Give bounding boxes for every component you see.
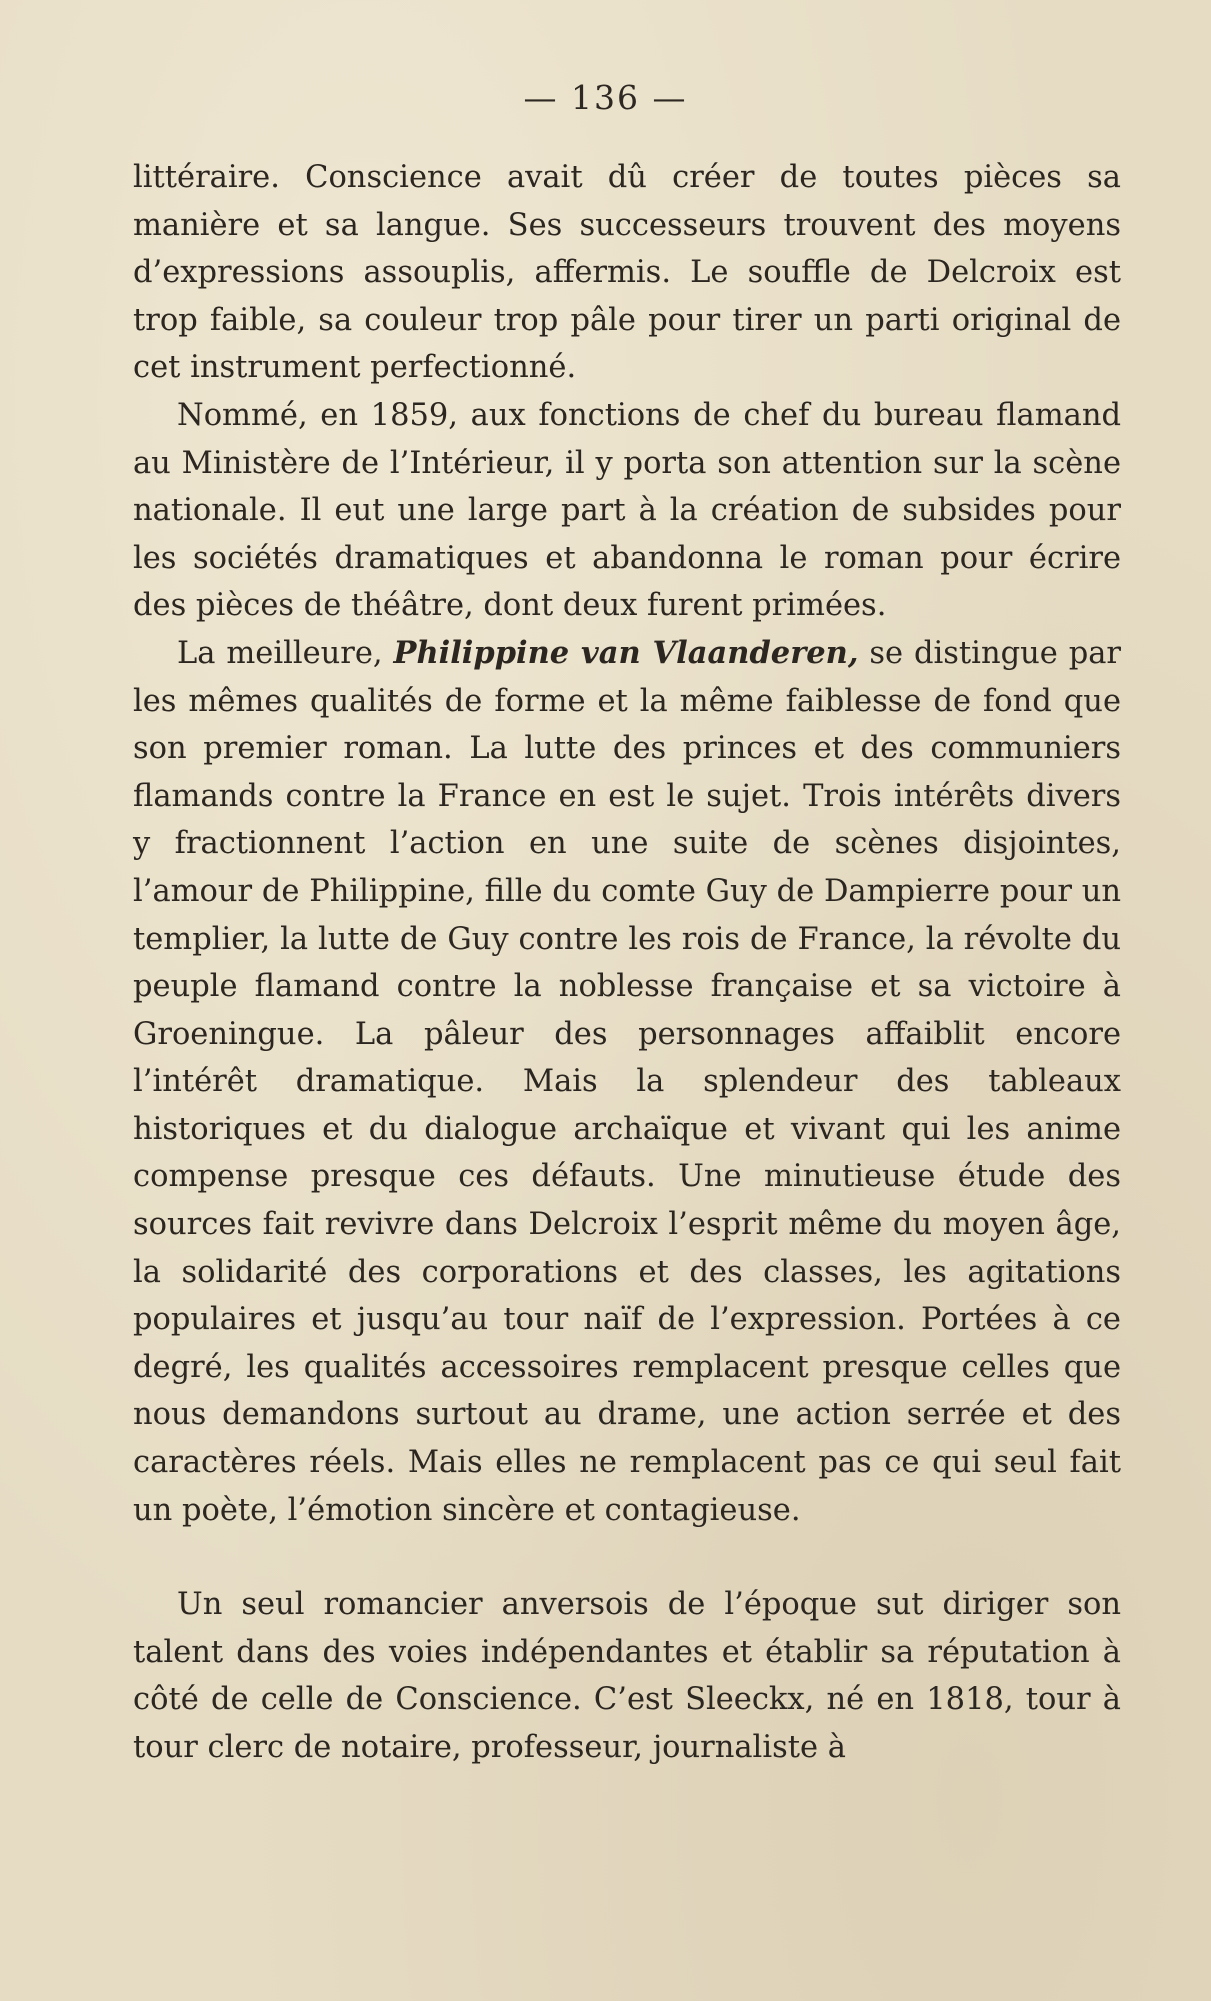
paragraph-3-body: se distingue par les mêmes qualités de forme et la même faiblesse de fond que son premier roman. La lutte des princes et des communiers flamands contre la France en est le sujet. Trois intérêts divers y fractionnent l’action en une suite de scènes disjointes, l’amour de Philippine, fille du comte Guy de Dampierre pour un templier, la lutte de Guy contre les rois de France, la révolte du peuple flamand contre la noblesse française et sa victoire à Groeningue. La pâleur des personnages affaiblit encore l’intérêt dramatique. Mais la splendeur des tableaux historiques et du dialogue archaïque et vivant qui les anime compense presque ces défauts. Une minutieuse étude des sources fait revivre dans Delcroix l’esprit même du moyen âge, la solidarité des corporations et des classes, les agitations populaires et jusqu’au tour naïf de l’expression. Portées à ce degré, les qualités accessoires remplacent presque celles que nous demandons surtout au drame, une action serrée et des caractères réels. Mais elles ne remplacent pas ce qui seul fait un poète, l’émotion sincère et contagieuse. xyxy=(133,635,1121,1528)
paragraph-3 xyxy=(133,630,1121,1534)
paragraph-2: Nommé, en 1859, aux fonctions de chef du bureau flamand au Ministère de l’Intérieur, il y porta son attention sur la scène nationale. Il eut une large part à la création de subsides pour les sociétés dramatiques et abandonna le roman pour écrire des pièces de théâtre, dont deux furent primées. xyxy=(133,397,1121,624)
paragraph-4: Un seul romancier anversois de l’époque sut diriger son talent dans des voies indépendantes et établir sa réputation à côté de celle de Conscience. C’est Sleeckx, né en 1818, tour à tour clerc de notaire, professeur, journaliste à xyxy=(133,1587,1121,1765)
paragraph-3-lead: La meilleure, xyxy=(177,635,394,671)
page-number: — 136 — xyxy=(523,78,688,117)
work-title: Philippine van Vlaanderen, xyxy=(393,634,859,671)
paragraph-1: littéraire. Conscience avait dû créer de toutes pièces sa manière et sa langue. Ses successeurs trouvent des moyens d’expressions assouplis, affermis. Le souffle de Delcroix est trop faible, sa couleur trop pâle pour tirer un parti original de cet instrument perfectionné. xyxy=(133,160,1121,386)
body-text xyxy=(133,154,1121,1772)
